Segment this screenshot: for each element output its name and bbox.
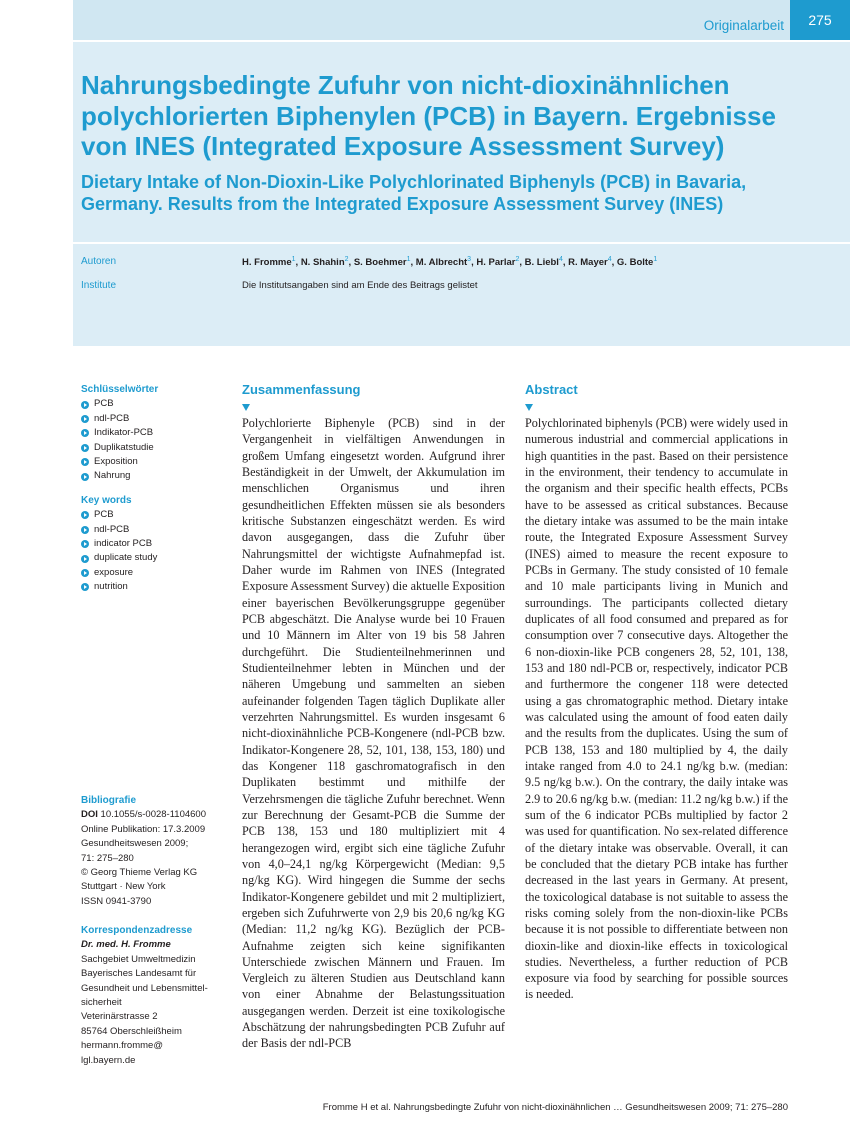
keyword-label: Duplikatstudie [94,441,154,453]
zusammenfassung-text: Polychlorierte Biphenyle (PCB) sind in der Vergangenheit in vielfältigen Anwendungen in großem Umfang eingesetzt worden. Aufgrund ihrer Beständigkeit in der Umwelt, der Akkumulation im menschlichen Organismus und ihren gesundheitlichen Effekten müssen sie als besonders kritische Substanzen eingeschätzt werden. Es wird davon ausgegangen, dass die Zufuhr über Nahrungsmittel der wichtigste Aufnahmepfad ist. Daher wurde im Rahmen von INES (Integrated Exposure Assessment Survey) die aktuelle Exposition einer bayerischen Bevölkerungsgruppe gegenüber PCB abgeschätzt. Die Analyse wurde bei 10 Frauen und 10 Männern im Alter von 19 bis 58 Jahren durchgeführt. Die Studienteilnehmerinnen und Studienteilnehmer lebten in München und der näheren Umgebung und sammelten an sieben aufeinander folgenden Tagen täglich Duplikate aller verzehrten Nahrungsmittel. Es wurden insgesamt 6 nicht-dioxinähnliche PCB-Kongenere (ndl-PCB bzw. Indikator-Kongenere 28, 52, 101, 138, 153, 180) und das Kongener 118 gaschromatografisch in den Duplikaten bestimmt und mithilfe der Verzehrsmengen die tägliche Zufuhr berechnet. Wenn zur Berechnung der Gesamt-PCB die Summe der PCB 138, 153 und 180 multipliziert mit 4 herangezogen wird, ergibt sich eine tägliche Zufuhr von 4,0–24,1 ng/kg Körpergewicht (Median: 9,5 ng/kg KG). Wird hingegen die Summe der sechs Indikator-Kongenere gebildet und mit 2 multipliziert, ergeben sich Zufuhrwerte von 2,9 bis 20,6 ng/kg KG (Median: 11,2 ng/kg KG). Bezüglich der PCB-Aufnahme zeigten sich keine signifikanten Unterschiede zwischen Männern und Frauen. Im Vergleich zu älteren Studien aus Deutschland kann von einer Abnahme der Belastungssituation ausgegangen werden. Derzeit ist eine toxikologische Abschätzung der nahrungsbedingten PCB Zufuhr auf der Basis der ndl-PCB [242,416,506,1051]
correspondence-heading: Korrespondenzadresse [81,925,193,936]
keywords-de-heading: Schlüsselwörter [81,384,159,395]
author-name: B. Liebl [524,257,559,269]
keyword-label: ndl-PCB [94,412,130,424]
keyword-item [81,551,231,565]
bibliography-line: Online Publikation: 17.3.2009 [81,823,206,835]
abstract-text: Polychlorinated biphenyls (PCB) were widely used in numerous industrial and commercial applications in high quantities in the past. Based on their persistence in the environment, their tendency to accumulate in the organism and their specific health effects, PCBs have to be assessed as critical substances. Because the dietary intake was assumed to be the main intake route, the Integrated Exposure Assessment Survey (INES) aimed to measure the recent exposure to PCBs in Germany. The study consisted of 10 female and 10 male participants living in Munich and surroundings. The participants collected dietary duplicates of all food consumed and prepared as for consumption over 7 consecutive days. Altogether the 6 non-dioxin-like PCB congeners 28, 52, 101, 138, 153 and 180 ndl-PCB or, respectively, indicator PCB and furthermore the congener 118 were detected using a gas chromatographic method. Dietary intake was calculated using the amount of food eaten daily and the results from the duplicates. Using the sum of PCB 138, 153 and 180 multiplied by 4, the daily intake ranged from 4.0 to 24.1 ng/kg b.w. (median: 9.5 ng/kg b.w.). On the contrary, the daily intake was 2.9 to 20.6 ng/kg b.w. (median: 11.2 ng/kg b.w.) if the sum of the 6 indicator PCBs multiplied by factor 2 was used for quantification. No sex-related difference of the dietary intake was observable. Overall, it can be concluded that the dietary PCB intake has further decreased in the last years in Germany. At present, the toxicological database is not suitable to assess the risks coming solely from the non-dioxin-like PCBs because it is not possible to differentiate between non dioxin-like and dioxin-like effects in toxicological studies. Nevertheless, a further reduction of PCB exposure via food by searching for possible sources is needed. [525,416,789,1002]
address-line: Veterinärstrasse 2 [81,1011,158,1023]
address-line: hermann.fromme@ [81,1040,163,1052]
keyword-item [81,441,231,455]
keyword-item [81,426,231,440]
author-affiliation: 1 [406,256,411,263]
bullet-arrow-icon [81,511,89,519]
doi-line [81,808,231,822]
keywords-sidebar [81,383,231,595]
arrow-down-icon [242,404,250,411]
author-name: R. Mayer [568,257,608,269]
bullet-arrow-icon [81,569,89,577]
correspondence-address [81,953,231,1068]
address-line: sicherheit [81,997,122,1009]
page-number: 275 [790,0,850,40]
address-line: Bayerisches Landesamt für [81,968,197,980]
author-name: M. Albrecht [415,257,468,269]
bullet-arrow-icon [81,583,89,591]
author-affiliation: 4 [607,256,612,263]
author-name: G. Bolte [616,257,654,269]
keyword-item [81,537,231,551]
bullet-arrow-icon [81,555,89,563]
institutes-note: Die Institutsangaben sind am Ende des Beitrags gelistet [242,280,478,291]
keyword-label: Nahrung [94,470,131,482]
keywords-en-list [81,508,231,594]
keyword-label: nutrition [94,581,128,593]
keyword-item [81,580,231,594]
bibliography-line: © Georg Thieme Verlag KG [81,867,198,879]
article-title-english: Dietary Intake of Non-Dioxin-Like Polychlorinated Biphenyls (PCB) in Bavaria, Germany. Results from the Integrated Exposure Assessment Survey (INES) [81,172,747,214]
keyword-label: Indikator-PCB [94,427,154,439]
bullet-arrow-icon [81,429,89,437]
zusammenfassung-heading: Zusammenfassung [242,382,361,397]
keyword-item [81,523,231,537]
keyword-label: PCB [94,509,114,521]
doi-value: 10.1055/s-0028-1104600 [100,809,207,821]
keyword-item [81,566,231,580]
bullet-arrow-icon [81,401,89,409]
english-abstract-column [525,381,788,1003]
bibliography-heading: Bibliografie [81,795,137,806]
abstract-heading: Abstract [525,382,578,397]
bibliography-lines [81,823,231,909]
bullet-arrow-icon [81,473,89,481]
address-line: Sachgebiet Umweltmedizin [81,953,196,965]
author-name: H. Fromme [242,257,292,269]
keywords-de-list [81,397,231,483]
author-affiliation: 4 [558,256,563,263]
running-header [73,0,850,42]
correspondence-name: Dr. med. H. Fromme [81,939,171,951]
keywords-en-heading: Key words [81,494,132,506]
keyword-item [81,508,231,522]
header-divider [73,242,850,244]
section-label: Originalarbeit [703,18,784,33]
arrow-down-icon [525,404,533,411]
keyword-label: PCB [94,398,114,410]
author-affiliation: 2 [515,256,520,263]
address-line: 85764 Oberschleißheim [81,1025,182,1037]
bibliography-line: 71: 275–280 [81,852,134,864]
bullet-arrow-icon [81,540,89,548]
author-name: N. Shahin [300,257,345,269]
correspondence-block [81,924,231,1068]
bullet-arrow-icon [81,444,89,452]
keyword-label: exposure [94,566,134,578]
bullet-arrow-icon [81,415,89,423]
bullet-arrow-icon [81,526,89,534]
keyword-item [81,455,231,469]
author-affiliation: 1 [291,256,296,263]
authors-label: Autoren [81,256,117,267]
author-list: H. Fromme$^1$, N. Shahin$^2$, S. Boehmer$^1$, M. Albrecht$^3$, H. Parlar$^2$, B. Liebl$^4$, R. Mayer$^4$, G. Bolte$^1$ [242,256,658,269]
keyword-item [81,469,231,483]
keyword-label: Exposition [94,456,138,468]
author-affiliation: 3 [467,256,472,263]
address-line: lgl.bayern.de [81,1054,136,1066]
address-line: Gesundheit und Lebensmittel- [81,982,208,994]
keyword-item [81,412,231,426]
bibliography-line: Stuttgart · New York [81,881,166,893]
keyword-label: duplicate study [94,552,158,564]
author-name: H. Parlar [476,257,516,269]
bibliography-line: Gesundheitswesen 2009; [81,838,189,850]
bullet-arrow-icon [81,458,89,466]
doi-label: DOI [81,809,98,821]
keyword-label: ndl-PCB [94,523,130,535]
author-affiliation: 1 [653,256,658,263]
keyword-item [81,397,231,411]
keyword-label: indicator PCB [94,538,153,550]
article-title-german: Nahrungsbedingte Zufuhr von nicht-dioxinähnlichen polychlorierten Biphenylen (PCB) in Bayern. Ergebnisse von INES (Integrated Exposure Assessment Survey) [81,70,776,161]
bibliography-block [81,794,231,909]
institutes-label: Institute [81,280,117,291]
author-affiliation: 2 [344,256,349,263]
author-name: S. Boehmer [353,257,407,269]
german-abstract-column [242,381,505,1052]
bibliography-line: ISSN 0941-3790 [81,895,152,907]
page-footer: Fromme H et al. Nahrungsbedingte Zufuhr von nicht-dioxinähnlichen … Gesundheitswesen 2009; 71: 275–280 [322,1102,788,1113]
